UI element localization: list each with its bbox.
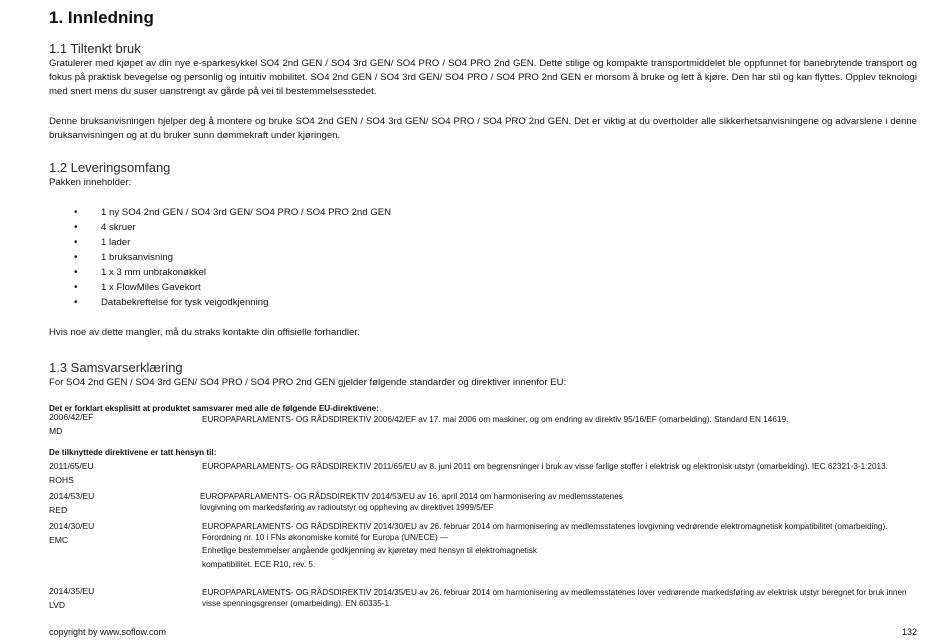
intended-use-paragraph-1: Gratulerer med kjøpet av din nye e-sparkesykkel SO4 2nd GEN / SO4 3rd GEN/ SO4 PRO / SO4 PRO 2nd GEN. Dette stilige og kompakte transportmiddelet ble oppfunnet for banebrytende transport og fokus på praktisk bevegelse og personlig og intuitiv mobilitet. SO4 2nd GEN / SO4 3rd GEN/ SO4 PRO / SO4 PRO 2nd GEN er morsom å bruke og lett å kjøre. Den har stil og kan flyttes. Opplev teknologi med snert mens du suser uanstrengt av gårde på vei til bestemmelsesstedet. bbox=[49, 58, 917, 97]
bullet-icon: • bbox=[74, 267, 78, 278]
list-item bbox=[49, 205, 391, 220]
explicit-directives-heading: Det er forklart eksplisitt at produktet samsvarer med alle de følgende EU-direktivene: bbox=[49, 404, 379, 413]
list-item-text: 1 bruksanvisning bbox=[101, 252, 173, 263]
section-heading-intended-use: 1.1 Tiltenkt bruk bbox=[49, 41, 141, 56]
directive-text-red bbox=[200, 492, 915, 513]
directive-text-line: EUROPAPARLAMENTS- OG RÅDSDIREKTIV 2014/30/EU av 26. februar 2014 om harmonisering av medlemsstatenes lovgivning vedrørende elektromagnetisk kompatibilitet (omarbeiding). Forordning nr. 10 i FNs økonomiske komité for Europa (UN/ECE) — bbox=[202, 522, 888, 542]
directive-code: 2014/53/EU bbox=[49, 491, 95, 501]
list-item bbox=[49, 235, 391, 250]
list-item bbox=[49, 220, 391, 235]
list-item-text: 4 skruer bbox=[101, 222, 136, 233]
directive-text-line: EUROPAPARLAMENTS- OG RÅDSDIREKTIV 2014/53/EU av 16. april 2014 om harmonisering av medlemsstatenes bbox=[200, 492, 623, 501]
directive-text-line: kompatibilitet. ECE R10, rev. 5. bbox=[202, 559, 316, 569]
directive-text-md: EUROPAPARLAMENTS- OG RÅDSDIREKTIV 2006/42/EF av 17. mai 2006 om maskiner, og om endring av direktiv 95/16/EF (omarbeiding). Standard EN 14619. bbox=[202, 415, 789, 424]
bullet-icon: • bbox=[74, 297, 78, 308]
directive-code: 2006/42/EF bbox=[49, 412, 94, 422]
footer-copyright: copyright by www.soflow.com bbox=[49, 627, 167, 637]
directive-abbr: EMC bbox=[49, 535, 69, 545]
directive-code-lvd bbox=[49, 584, 199, 612]
list-item-text: 1 x FlowMiles Gavekort bbox=[101, 282, 201, 293]
bullet-icon: • bbox=[74, 282, 78, 293]
section-heading-delivery-scope: 1.2 Leveringsomfang bbox=[49, 160, 171, 175]
directive-abbr: RED bbox=[49, 505, 68, 515]
directive-code: 2011/65/EU bbox=[49, 461, 94, 471]
list-item-text: 1 x 3 mm unbrakonøkkel bbox=[101, 267, 207, 278]
bullet-icon: • bbox=[74, 207, 78, 218]
bullet-icon: • bbox=[74, 252, 78, 263]
list-item-text: Databekreftelse for tysk veigodkjenning bbox=[101, 297, 269, 308]
directive-text-lvd: EUROPAPARLAMENTS- OG RÅDSDIREKTIV 2014/35/EU av 26. februar 2014 om harmonisering av medlemsstatenes lover vedrørende markedsføring av elektrisk utstyr beregnet for bruk innen visse spenningsgrenser (omarbeiding). EN 60335-1. bbox=[202, 588, 907, 608]
directive-code-rohs bbox=[49, 459, 199, 487]
list-item bbox=[49, 250, 391, 265]
directive-code-red bbox=[49, 489, 199, 517]
delivery-intro: Pakken inneholder: bbox=[49, 177, 132, 188]
delivery-list bbox=[49, 205, 391, 310]
page-title: 1. Innledning bbox=[49, 8, 154, 27]
directive-abbr: LVD bbox=[49, 600, 66, 610]
directive-text-rohs: EUROPAPARLAMENTS- OG RÅDSDIREKTIV 2011/65/EU av 8. juni 2011 om begrensninger i bruk av visse farlige stoffer i elektrisk og elektronisk utstyr (omarbeiding). IEC 62321-3-1:2013. bbox=[202, 462, 888, 471]
list-item bbox=[49, 280, 391, 295]
conformity-intro: For SO4 2nd GEN / SO4 3rd GEN/ SO4 PRO / SO4 PRO 2nd GEN gjelder følgende standarder og direktiver innenfor EU: bbox=[49, 377, 567, 388]
directive-code: 2014/35/EU bbox=[49, 586, 95, 596]
directive-text-emc bbox=[202, 522, 917, 570]
directive-code-md bbox=[49, 410, 199, 438]
list-item-text: 1 lader bbox=[101, 237, 131, 248]
bullet-icon: • bbox=[74, 237, 78, 248]
bullet-icon: • bbox=[74, 222, 78, 233]
page-number: 132 bbox=[901, 627, 917, 637]
list-item-text: 1 ny SO4 2nd GEN / SO4 3rd GEN/ SO4 PRO / SO4 PRO 2nd GEN bbox=[101, 207, 392, 218]
directive-text-line: lovgivning om markedsføring av radioutstyr og oppheving av direktivet 1999/5/EF bbox=[200, 502, 494, 512]
related-directives-heading: De tilknyttede direktivene er tatt hensyn til: bbox=[49, 448, 217, 457]
directive-text-line: Enhetlige bestemmelser angående godkjenning av kjøretøy med hensyn til elektromagnetisk bbox=[202, 546, 537, 555]
directive-code-emc bbox=[49, 519, 199, 547]
delivery-outro: Hvis noe av dette mangler, må du straks kontakte din offisielle forhandler. bbox=[49, 327, 360, 338]
directive-abbr: MD bbox=[49, 426, 63, 436]
section-heading-conformity: 1.3 Samsvarserklæring bbox=[49, 360, 183, 375]
directive-code: 2014/30/EU bbox=[49, 521, 95, 531]
list-item bbox=[49, 265, 391, 280]
directive-abbr: ROHS bbox=[49, 475, 74, 485]
intended-use-paragraph-2: Denne bruksanvisningen hjelper deg å montere og bruke SO4 2nd GEN / SO4 3rd GEN/ SO4 PRO / SO4 PRO 2nd GEN. Det er viktig at du overholder alle sikkerhetsanvisningene og advarslene i denne bruksanvisningen og at du bruker sunn dømmekraft under kjøringen. bbox=[49, 116, 917, 141]
list-item bbox=[49, 295, 391, 310]
